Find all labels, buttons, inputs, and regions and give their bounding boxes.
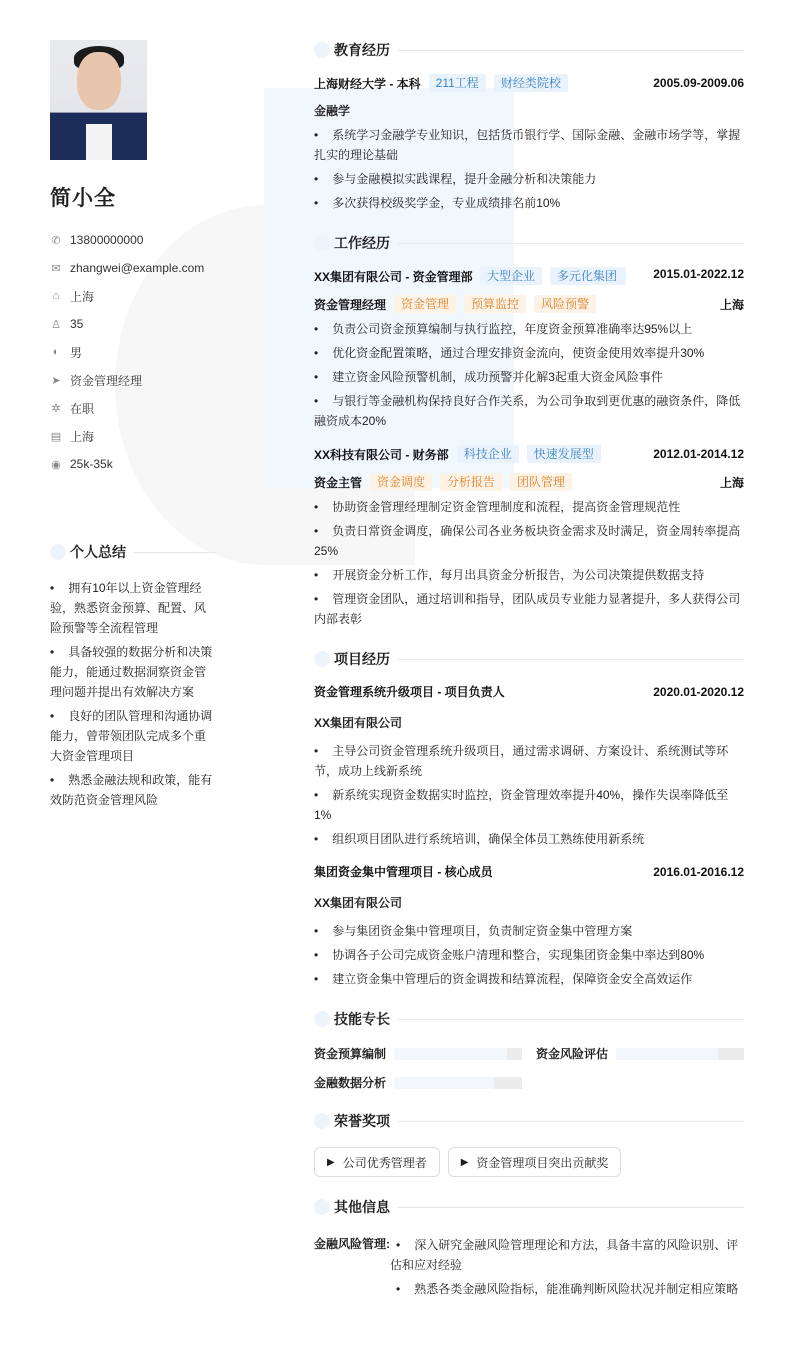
tag: 多元化集团 xyxy=(550,267,626,285)
date-range: 2016.01-2016.12 xyxy=(653,864,744,879)
list-item: • 主导公司资金管理系统升级项目，通过需求调研、方案设计、系统测试等环节，成功上线新系统 xyxy=(314,741,744,781)
section-header: 个人总结 xyxy=(50,542,216,562)
info-hometown: ⌂ 上海 xyxy=(50,282,220,310)
date-range: 2012.01-2014.12 xyxy=(653,447,744,461)
skill-level-bar xyxy=(616,1048,744,1060)
section-dot-icon xyxy=(314,1113,330,1129)
section-header: 技能专长 xyxy=(314,1009,744,1029)
age-icon: ♙ xyxy=(51,318,61,331)
list-item: • 新系统实现资金数据实时监控，资金管理效率提升40%，操作失误率降低至1% xyxy=(314,785,744,825)
list-item: • 熟悉金融法规和政策，能有效防范资金管理风险 xyxy=(50,770,216,810)
divider xyxy=(398,50,744,51)
section-header: 项目经历 xyxy=(314,649,744,669)
work-entry xyxy=(314,267,744,431)
education-entry xyxy=(314,74,744,213)
awards-section xyxy=(314,1111,744,1177)
section-dot-icon xyxy=(314,1199,330,1215)
company-name: XX科技有限公司 - 财务部 xyxy=(314,447,449,462)
divider xyxy=(398,243,744,244)
main-content xyxy=(314,40,744,1323)
play-icon: ▶ xyxy=(460,1156,469,1168)
education-section xyxy=(314,40,744,213)
info-city: ▤ 上海 xyxy=(50,429,95,444)
list-item: • 具备较强的数据分析和决策能力，能通过数据洞察资金管理问题并提出有效解决方案 xyxy=(50,642,216,702)
status-icon: ✲ xyxy=(51,402,61,415)
list-item: • 多次获得校级奖学金，专业成绩排名前10% xyxy=(314,193,744,213)
project-entry xyxy=(314,863,744,989)
school-name: 上海财经大学 - 本科 xyxy=(314,76,421,91)
divider xyxy=(398,1207,744,1208)
contact-info xyxy=(50,226,220,478)
project-name: 集团资金集中管理项目 - 核心成员 xyxy=(314,865,493,879)
skill-item: 资金预算编制 xyxy=(314,1045,522,1062)
position-icon: ➤ xyxy=(51,374,61,387)
list-item: • 熟悉各类金融风险指标，能准确判断风险状况并制定相应策略 xyxy=(390,1279,744,1299)
section-header: 其他信息 xyxy=(314,1197,744,1217)
award-badge: ▶ 资金管理项目突出贡献奖 xyxy=(448,1147,622,1177)
skill-tag: 风险预警 xyxy=(534,295,596,313)
tag: 财经类院校 xyxy=(494,74,568,92)
location: 上海 xyxy=(719,297,744,312)
list-item: • 良好的团队管理和沟通协调能力，曾带领团队完成多个重大资金管理项目 xyxy=(50,706,216,766)
summary-list xyxy=(50,578,216,810)
skill-tag: 团队管理 xyxy=(510,473,572,491)
gender-icon: ◐ xyxy=(52,346,60,358)
list-item: • 协调各子公司完成资金账户清理和整合，实现集团资金集中率达到80% xyxy=(314,945,744,965)
info-phone: ✆ 13800000000 xyxy=(51,233,144,247)
location: 上海 xyxy=(719,475,744,490)
other-section xyxy=(314,1197,744,1303)
list-item: • 协助资金管理经理制定资金管理制度和流程，提高资金管理规范性 xyxy=(314,497,744,517)
work-entry xyxy=(314,445,744,629)
divider xyxy=(398,1121,744,1122)
info-salary: ◉ 25k-35k xyxy=(51,457,113,471)
candidate-name: 简小全 xyxy=(50,187,116,210)
info-age: ♙ 35 xyxy=(51,317,84,331)
list-item: • 参与集团资金集中管理项目，负责制定资金集中管理方案 xyxy=(314,921,744,941)
job-title: 资金主管 xyxy=(314,475,363,490)
divider xyxy=(398,659,744,660)
skill-item: 金融数据分析 xyxy=(314,1074,522,1091)
info-position: ➤ 资金管理经理 xyxy=(51,373,143,388)
salary-icon: ◉ xyxy=(51,458,61,471)
date-range: 2020.01-2020.12 xyxy=(653,684,744,699)
company-name: XX集团有限公司 - 资金管理部 xyxy=(314,270,473,284)
list-item: • 优化资金配置策略，通过合理安排资金流向，使资金使用效率提升30% xyxy=(314,343,744,363)
project-org: XX集团有限公司 xyxy=(314,716,403,730)
tag: 大型企业 xyxy=(480,267,542,285)
mail-icon: ✉ xyxy=(51,262,61,275)
major: 金融学 xyxy=(314,104,351,118)
list-item: • 建立资金集中管理后的资金调拨和结算流程，保障资金安全高效运作 xyxy=(314,969,744,989)
section-dot-icon xyxy=(314,1011,330,1027)
skill-level-bar xyxy=(394,1048,522,1060)
skill-item: 资金风险评估 xyxy=(536,1045,744,1062)
award-badge: ▶ 公司优秀管理者 xyxy=(314,1147,440,1177)
list-item: • 系统学习金融学专业知识，包括货币银行学、国际金融、金融市场学等，掌握扎实的理论基础 xyxy=(314,125,744,165)
divider xyxy=(134,552,216,553)
divider xyxy=(398,1019,744,1020)
list-item: • 与银行等金融机构保持良好合作关系，为公司争取到更优惠的融资条件，降低融资成本20% xyxy=(314,391,744,431)
list-item: • 拥有10年以上资金管理经验，熟悉资金预算、配置、风险预警等全流程管理 xyxy=(50,578,216,638)
play-icon: ▶ xyxy=(327,1156,335,1168)
list-item: • 管理资金团队，通过培训和指导，团队成员专业能力显著提升，多人获得公司内部表彰 xyxy=(314,589,744,629)
info-gender: ◐ 男 xyxy=(50,338,220,366)
list-item: • 开展资金分析工作，每月出具资金分析报告，为公司决策提供数据支持 xyxy=(314,565,744,585)
summary-section xyxy=(50,542,216,814)
list-item: • 建立资金风险预警机制，成功预警并化解3起重大资金风险事件 xyxy=(314,367,744,387)
tag: 科技企业 xyxy=(457,445,519,463)
section-dot-icon xyxy=(314,235,330,251)
skills-section xyxy=(314,1009,744,1091)
list-item: • 负责公司资金预算编制与执行监控，年度资金预算准确率达95%以上 xyxy=(314,319,744,339)
job-title: 资金管理经理 xyxy=(314,297,387,312)
list-item: • 参与金融模拟实践课程，提升金融分析和决策能力 xyxy=(314,169,744,189)
avatar xyxy=(50,40,147,160)
projects-section xyxy=(314,649,744,989)
tag: 211工程 xyxy=(429,74,486,92)
phone-icon: ✆ xyxy=(51,234,61,247)
tag: 快速发展型 xyxy=(527,445,601,463)
section-dot-icon xyxy=(50,544,66,560)
work-section xyxy=(314,233,744,629)
skill-tag: 预算监控 xyxy=(464,295,526,313)
home-icon: ⌂ xyxy=(52,290,60,302)
info-email: ✉ zhangwei@example.com xyxy=(51,261,205,275)
skill-tag: 资金管理 xyxy=(394,295,456,313)
project-entry xyxy=(314,683,744,849)
city-icon: ▤ xyxy=(50,430,62,443)
list-item: • 负责日常资金调度，确保公司各业务板块资金需求及时满足，资金周转率提高25% xyxy=(314,521,744,561)
date-range: 2005.09-2009.06 xyxy=(653,76,744,90)
section-header: 教育经历 xyxy=(314,40,744,60)
skill-tag: 分析报告 xyxy=(440,473,502,491)
date-range: 2015.01-2022.12 xyxy=(653,267,744,281)
skill-tag: 资金调度 xyxy=(370,473,432,491)
section-dot-icon xyxy=(314,651,330,667)
info-status: ✲ 在职 xyxy=(51,401,95,416)
project-org: XX集团有限公司 xyxy=(314,896,403,910)
list-item: • 深入研究金融风险管理理论和方法，具备丰富的风险识别、评估和应对经验 xyxy=(390,1235,744,1275)
project-name: 资金管理系统升级项目 - 项目负责人 xyxy=(314,685,505,699)
list-item: • 组织项目团队进行系统培训，确保全体员工熟练使用新系统 xyxy=(314,829,744,849)
section-header: 荣誉奖项 xyxy=(314,1111,744,1131)
skill-level-bar xyxy=(394,1077,522,1089)
profile-sidebar xyxy=(50,40,220,478)
other-info-key: 金融风险管理: xyxy=(314,1237,390,1251)
section-dot-icon xyxy=(314,42,330,58)
section-header: 工作经历 xyxy=(314,233,744,253)
